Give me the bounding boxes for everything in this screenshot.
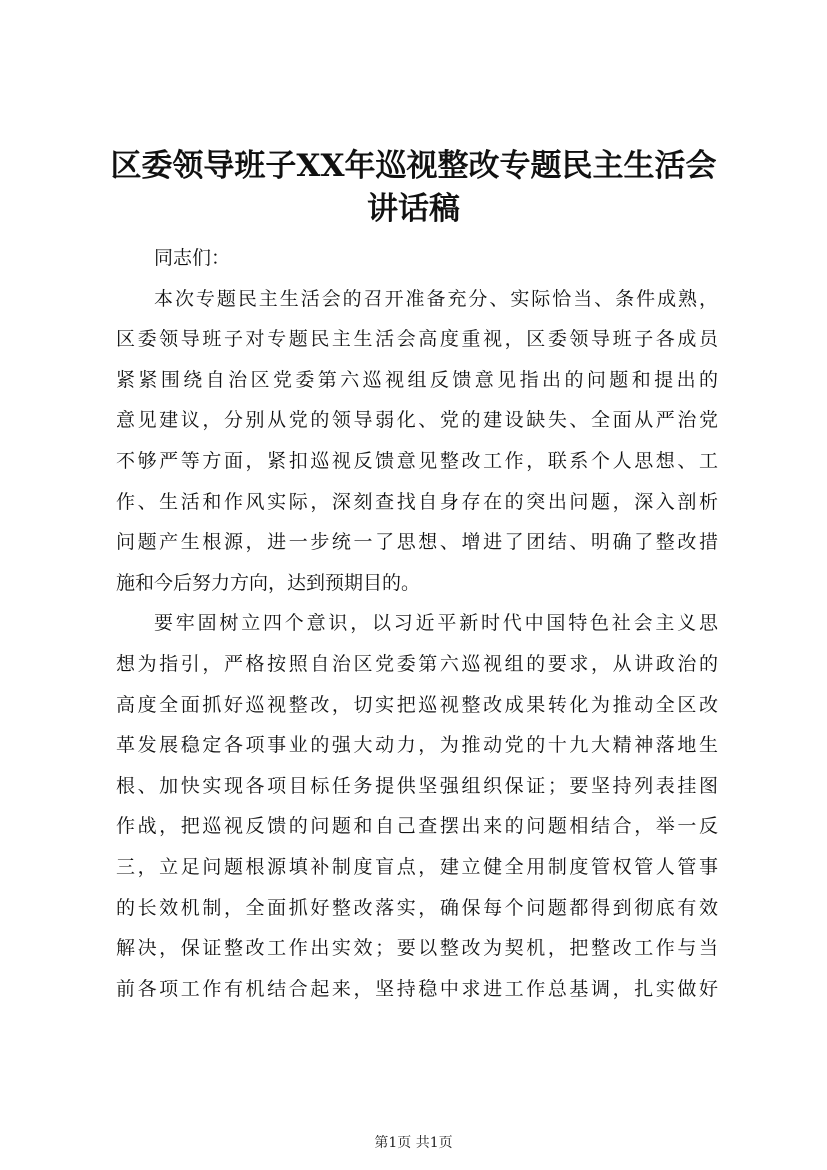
paragraph-2-line: 想为指引，严格按照自治区党委第六巡视组的要求，从讲政治的 <box>116 652 718 675</box>
paragraph-1-line: 作、生活和作风实际，深刻查找自身存在的突出问题，深入剖析 <box>116 490 718 513</box>
paragraph-1-line: 施和今后努力方向，达到预期目的。 <box>116 571 421 594</box>
paragraph-2-line: 的长效机制，全面抓好整改落实，确保每个问题都得到彻底有效 <box>116 896 718 919</box>
paragraph-1-line: 本次专题民主生活会的召开准备充分、实际恰当、条件成熟， <box>154 287 718 310</box>
paragraph-2-line: 前各项工作有机结合起来，坚持稳中求进工作总基调，扎实做好 <box>116 977 718 1000</box>
paragraph-1-line: 不够严等方面，紧扣巡视反馈意见整改工作，联系个人思想、工 <box>116 449 718 472</box>
document-title-line-2: 讲话稿 <box>367 191 460 227</box>
page-footer: 第1页 共1页 <box>374 1135 453 1151</box>
paragraph-2-line: 革发展稳定各项事业的强大动力，为推动党的十九大精神落地生 <box>116 734 718 757</box>
document-body <box>116 238 718 1009</box>
paragraph-2-line: 高度全面抓好巡视整改，切实把巡视整改成果转化为推动全区改 <box>116 693 718 716</box>
paragraph-2-line: 解决，保证整改工作出实效；要以整改为契机，把整改工作与当 <box>116 937 718 960</box>
salutation: 同志们： <box>154 247 231 269</box>
paragraph-1-line: 紧紧围绕自治区党委第六巡视组反馈意见指出的问题和提出的 <box>116 368 718 391</box>
paragraph-2-line: 根、加快实现各项目标任务提供坚强组织保证；要坚持列表挂图 <box>116 774 718 797</box>
paragraph-1-line: 意见建议，分别从党的领导弱化、党的建设缺失、全面从严治党 <box>116 409 718 432</box>
paragraph-2-line: 作战，把巡视反馈的问题和自己查摆出来的问题相结合，举一反 <box>116 815 718 838</box>
paragraph-1-line: 区委领导班子对专题民主生活会高度重视，区委领导班子各成员 <box>116 328 718 351</box>
paragraph-2-line: 要牢固树立四个意识，以习近平新时代中国特色社会主义思 <box>154 612 718 635</box>
paragraph-2-line: 三，立足问题根源填补制度盲点，建立健全用制度管权管人管事 <box>116 855 718 878</box>
document-title-line-1: 区委领导班子XX年巡视整改专题民主生活会 <box>110 148 717 184</box>
paragraph-1-line: 问题产生根源，进一步统一了思想、增进了团结、明确了整改措 <box>116 531 718 554</box>
